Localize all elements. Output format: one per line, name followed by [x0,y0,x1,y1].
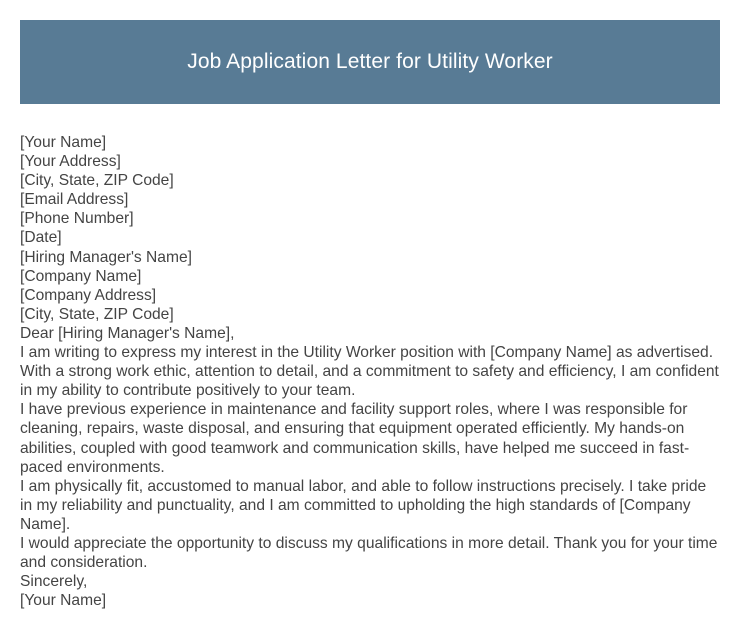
body-paragraph: I am physically fit, accustomed to manual labor, and able to follow instructions precisely. I take pride in my reliability and punctuality, and I am committed to upholding the high standards of [Company Name]. [20,477,707,533]
sender-email: [Email Address] [20,191,129,209]
recipient-city-state-zip: [City, State, ZIP Code] [20,305,174,323]
letter-date: [Date] [20,229,62,247]
signature: [Your Name] [20,592,107,610]
sender-city-state-zip: [City, State, ZIP Code] [20,172,174,190]
recipient-hiring-manager: [Hiring Manager's Name] [20,248,192,266]
title-banner [20,20,720,104]
letter-body [20,133,722,610]
recipient-company-address: [Company Address] [20,286,157,304]
body-paragraph: I have previous experience in maintenance and facility support roles, where I was responsible for cleaning, repairs, waste disposal, and ensuring that equipment operated efficiently. My hands-on abilities, coupled with good teamwork and communication skills, have helped me succeed in fast-paced environments. [20,401,690,476]
sender-address: [Your Address] [20,153,121,171]
sender-name: [Your Name] [20,134,107,151]
salutation: Dear [Hiring Manager's Name], [20,324,235,342]
recipient-company-name: [Company Name] [20,267,142,285]
page-title: Job Application Letter for Utility Worker [187,50,553,73]
sender-phone: [Phone Number] [20,210,134,228]
body-paragraph: I would appreciate the opportunity to discuss my qualifications in more detail. Thank you for your time and consideration. [20,534,718,572]
closing: Sincerely, [20,573,88,591]
body-paragraph: I am writing to express my interest in the Utility Worker position with [Company Name] as advertised. With a strong work ethic, attention to detail, and a commitment to safety and efficiency, I am confident in my ability to contribute positively to your team. [20,344,719,400]
